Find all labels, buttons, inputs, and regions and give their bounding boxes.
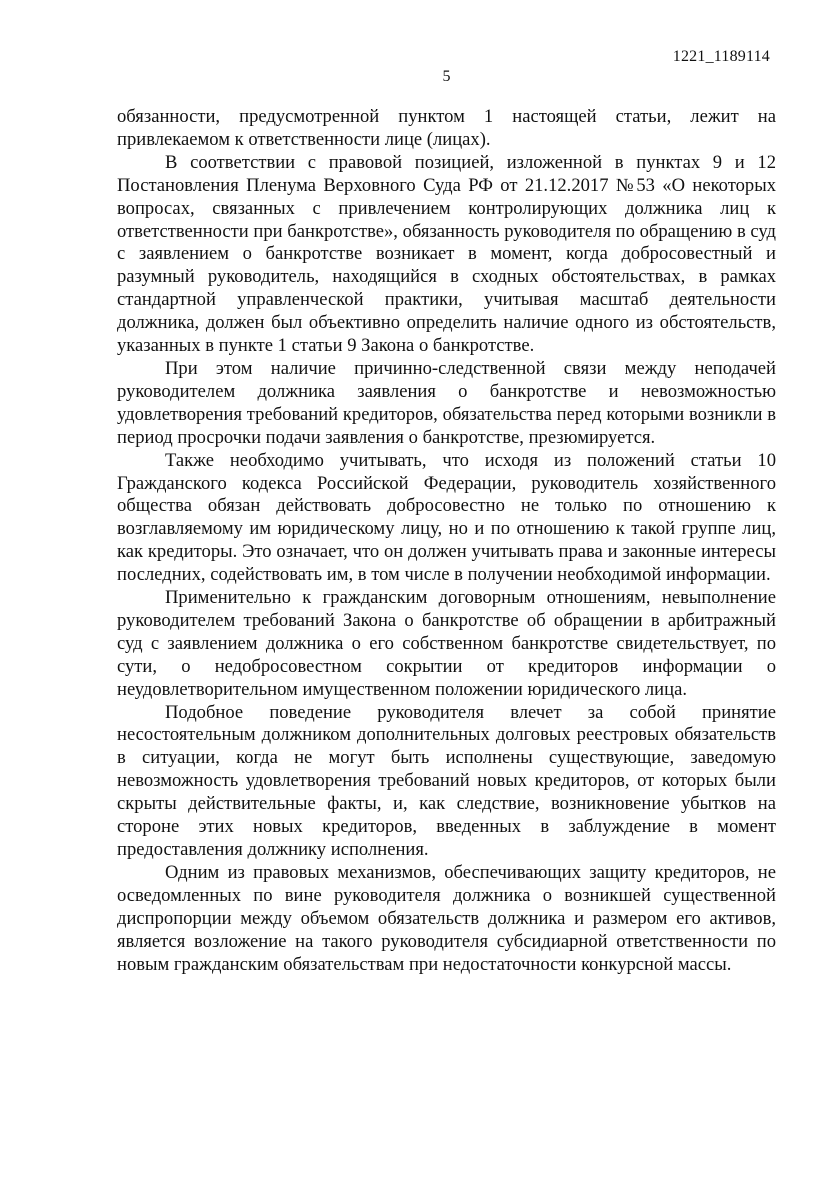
page-number: 5 xyxy=(442,68,451,85)
paragraph-5: Применительно к гражданским договорным отношениям, невыполнение руководителем требований Закона о банкротстве об обращении в арбитражный суд с заявлением должника о его собственном банкротстве свидетельствует, по сути, о недобросовестном сокрытии от кредиторов информации о неудовлетворительном имущественном положении юридического лица. xyxy=(117,587,776,700)
document-id: 1221_1189114 xyxy=(672,48,770,65)
paragraph-7: Одним из правовых механизмов, обеспечивающих защиту кредиторов, не осведомленных по вине руководителя должника о возникшей существенной диспропорции между объемом обязательств должника и размером его активов, является возложение на такого руководителя субсидиарной ответственности по новым гражданским обязательствам при недостаточности конкурсной массы. xyxy=(117,861,776,975)
paragraph-3: При этом наличие причинно-следственной связи между неподачей руководителем должника заявления о банкротстве и невозможностью удовлетворения требований кредиторов, обязательства перед которыми возникли в период просрочки подачи заявления о банкротстве, презюмируется. xyxy=(117,357,776,448)
paragraph-1: обязанности, предусмотренной пунктом 1 настоящей статьи, лежит на привлекаемом к ответственности лице (лицах). xyxy=(117,106,776,150)
paragraph-6: Подобное поведение руководителя влечет за собой принятие несостоятельным должником дополнительных долговых реестровых обязательств в ситуации, когда не могут быть исполнены существующие, заведомую невозможность удовлетворения требований новых кредиторов, от которых были скрыты действительные факты, и, как следствие, возникновение убытков на стороне этих новых кредиторов, введенных в заблуждение в момент предоставления должнику исполнения. xyxy=(117,701,776,860)
document-body xyxy=(117,106,776,976)
paragraph-4: Также необходимо учитывать, что исходя из положений статьи 10 Гражданского кодекса Российской Федерации, руководитель хозяйственного общества обязан действовать добросовестно не только по отношению к возглавляемому им юридическому лицу, но и по отношению к такой группе лиц, как кредиторы. Это означает, что он должен учитывать права и законные интересы последних, содействовать им, в том числе в получении необходимой информации. xyxy=(117,449,776,586)
paragraph-2: В соответствии с правовой позицией, изложенной в пунктах 9 и 12 Постановления Пленума Верховного Суда РФ от 21.12.2017 №53 «О некоторых вопросах, связанных с привлечением контролирующих должника лиц к ответственности при банкротстве», обязанность руководителя по обращению в суд с заявлением о банкротстве возникает в момент, когда добросовестный и разумный руководитель, находящийся в сходных обстоятельствах, в рамках стандартной управленческой практики, учитывая масштаб деятельности должника, должен был объективно определить наличие одного из обстоятельств, указанных в пункте 1 статьи 9 Закона о банкротстве. xyxy=(117,151,776,357)
